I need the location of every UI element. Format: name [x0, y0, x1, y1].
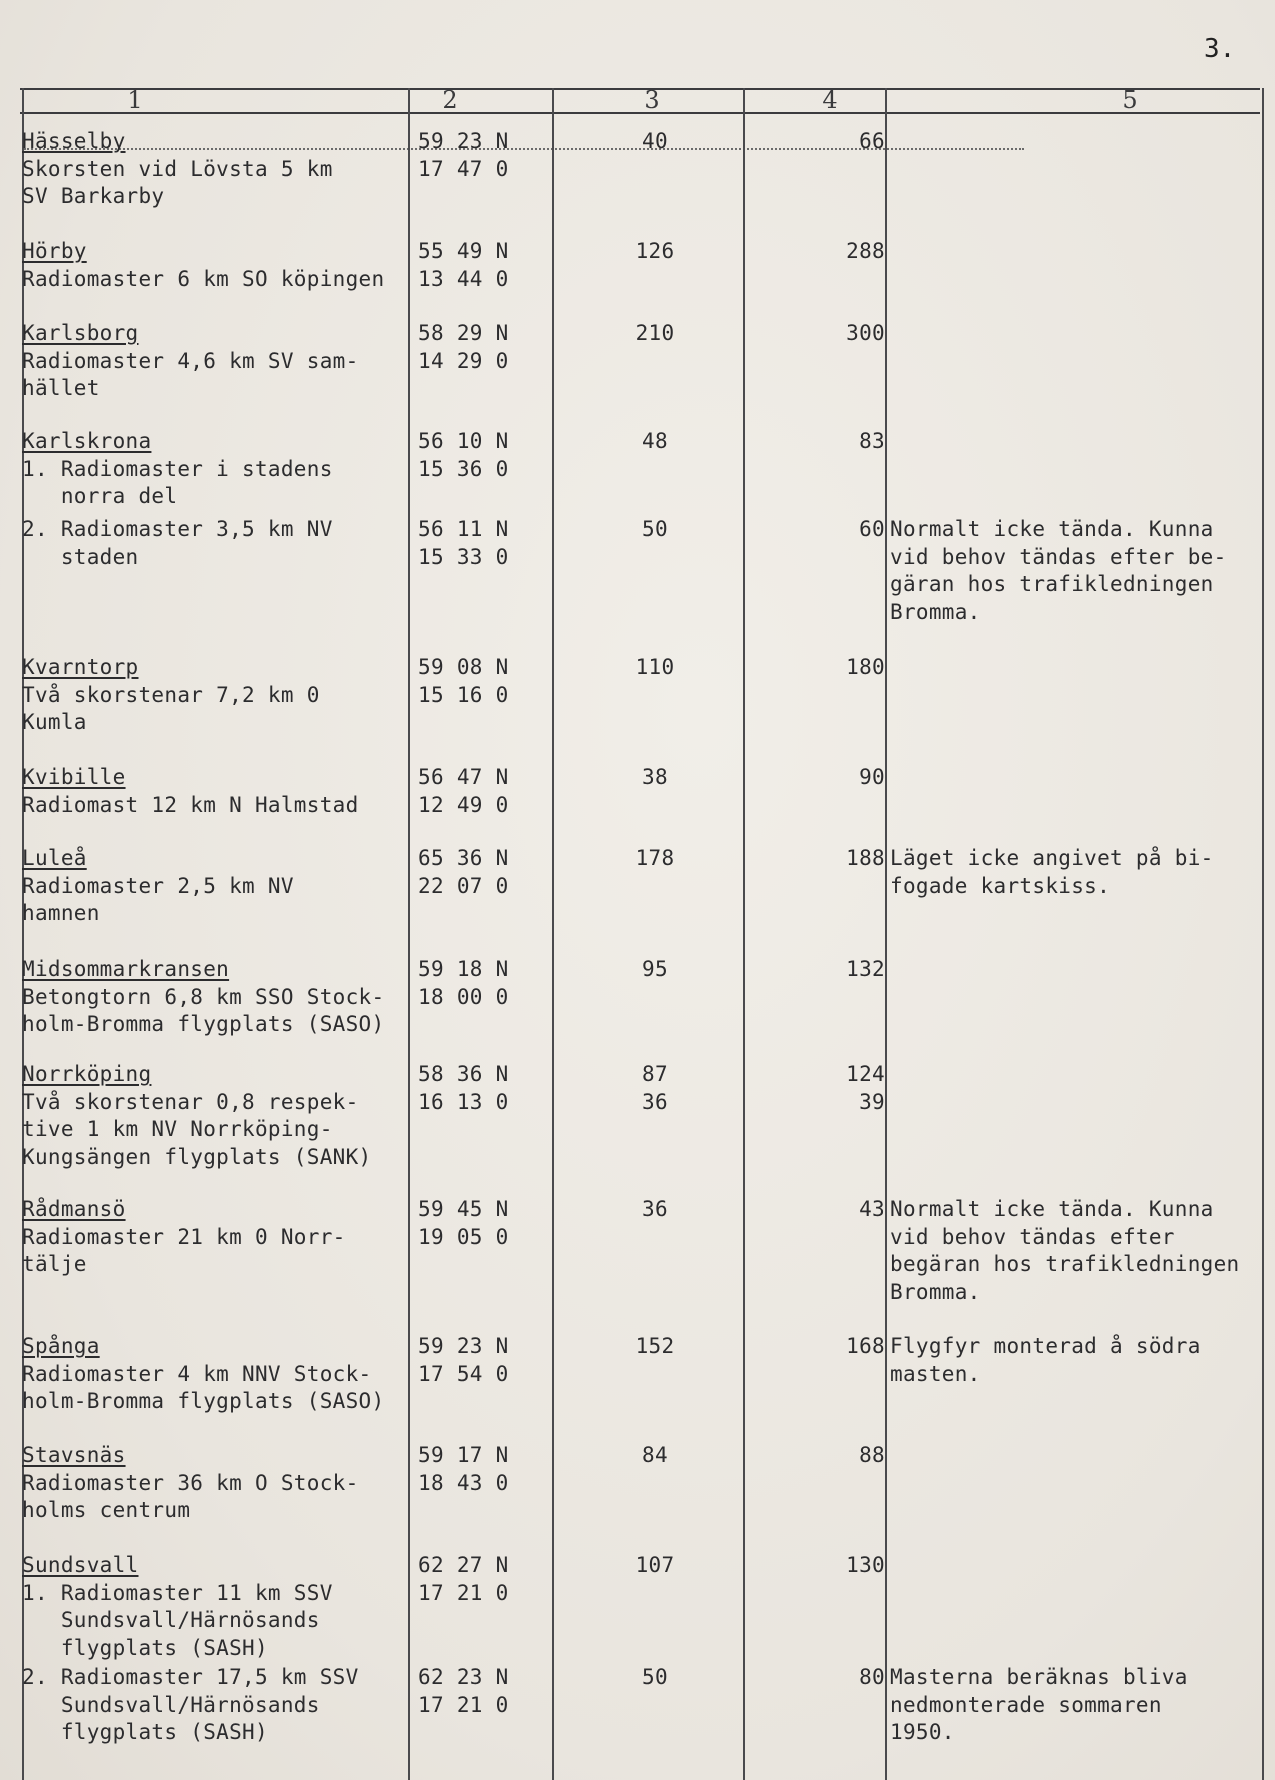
coordinates: [418, 1552, 553, 1607]
obstacle-description: Radiomaster 2,5 km NV: [22, 873, 294, 898]
table-row-location: [22, 1061, 407, 1171]
coordinates-line: 59 08 N: [418, 655, 509, 679]
column-3-value-line: 152: [635, 1334, 675, 1358]
obstacle-description: Kungsängen flygplats (SANK): [22, 1144, 372, 1169]
column-3-value: [560, 1664, 750, 1692]
remark: [890, 1333, 1270, 1388]
column-3-value-line: 110: [635, 655, 675, 679]
remark: [890, 1196, 1270, 1306]
obstacle-description: holm-Bromma flygplats (SASO): [22, 1012, 385, 1036]
column-3-value-line: 36: [642, 1197, 668, 1221]
obstacle-description: flygplats (SASH): [22, 1720, 268, 1744]
coordinates-line: 59 23 N: [418, 1334, 509, 1358]
obstacle-description: Sundsvall/Härnösands: [22, 1608, 320, 1632]
place-name: Kvarntorp: [22, 655, 139, 679]
column-4-value: [745, 428, 885, 456]
column-3-value: [560, 320, 750, 348]
obstacle-description: 2. Radiomaster 3,5 km NV: [22, 517, 333, 541]
column-3-value: [560, 1196, 750, 1224]
obstacle-description: Radiomaster 36 km O Stock-: [22, 1470, 359, 1495]
column-3-value: [560, 1333, 750, 1361]
column-4-value-line: 66: [859, 129, 885, 153]
coordinates-line: 59 45 N: [418, 1197, 509, 1221]
obstacle-description: tälje: [22, 1252, 87, 1276]
column-4-value: [745, 956, 885, 984]
coordinates: [418, 1333, 553, 1388]
table-row-location: [22, 845, 407, 928]
obstacle-description: 1. Radiomaster 11 km SSV: [22, 1580, 333, 1605]
obstacle-description: SV Barkarby: [22, 184, 165, 208]
column-4-value: [745, 845, 885, 873]
column-3-value-line: 48: [642, 429, 668, 453]
column-4-value-line: 60: [859, 517, 885, 541]
obstacle-description: staden: [22, 544, 139, 569]
column-3-value-line: 95: [642, 957, 668, 981]
remark-line: gäran hos trafikledningen: [890, 572, 1214, 596]
remark-line: 1950.: [890, 1720, 955, 1744]
coordinates: [418, 654, 553, 709]
table-row-location: [22, 1552, 407, 1662]
table-row-location: [22, 238, 407, 293]
remark-line: Bromma.: [890, 1279, 981, 1304]
column-3-value: [560, 1061, 750, 1116]
coordinates-line: 17 21 0: [418, 1580, 509, 1605]
coordinates-line: 65 36 N: [418, 846, 509, 870]
column-4-value-line: 188: [846, 846, 885, 870]
place-name: Sundsvall: [22, 1553, 139, 1577]
place-name: Midsommarkransen: [22, 957, 230, 981]
place-name: Rådmansö: [22, 1197, 126, 1221]
table-row-location: [22, 956, 407, 1039]
column-4-value: [745, 238, 885, 266]
column-4-value-line: 88: [859, 1443, 885, 1467]
coordinates-line: 62 27 N: [418, 1553, 509, 1577]
remark-line: Bromma.: [890, 599, 981, 624]
remark-line: fogade kartskiss.: [890, 873, 1111, 898]
remark-line: Flygfyr monterad å södra: [890, 1334, 1201, 1358]
remark-line: vid behov tändas efter be-: [890, 544, 1227, 569]
column-3-value-line: 40: [642, 129, 668, 153]
remark-line: nedmonterade sommaren: [890, 1692, 1162, 1717]
obstacle-description: Två skorstenar 7,2 km 0: [22, 682, 320, 707]
column-header-2: 2: [442, 86, 458, 114]
coordinates: [418, 128, 553, 183]
coordinates: [418, 1196, 553, 1251]
coordinates-line: 56 47 N: [418, 765, 509, 789]
column-4-value-line: 124: [846, 1062, 885, 1086]
column-4-value: [745, 1061, 885, 1116]
column-3-value: [560, 516, 750, 544]
coordinates-line: 59 18 N: [418, 957, 509, 981]
column-divider: [1262, 88, 1264, 1780]
coordinates-line: 55 49 N: [418, 239, 509, 263]
obstacle-description: Radiomaster 4 km NNV Stock-: [22, 1361, 372, 1386]
obstacle-description: tive 1 km NV Norrköping-: [22, 1117, 333, 1141]
coordinates-line: 62 23 N: [418, 1665, 509, 1689]
place-name: Karlsborg: [22, 321, 139, 345]
column-3-value-line: 50: [642, 517, 668, 541]
remark-line: vid behov tändas efter: [890, 1224, 1175, 1249]
column-4-value: [745, 764, 885, 792]
column-4-value: [745, 1664, 885, 1692]
remark: [890, 1664, 1270, 1747]
remark: [890, 516, 1270, 626]
column-3-value: [560, 764, 750, 792]
coordinates-line: 15 36 0: [418, 456, 509, 481]
remark-line: Masterna beräknas bliva: [890, 1665, 1188, 1689]
column-header-5: 5: [1122, 86, 1138, 114]
column-4-value-line: 39: [859, 1089, 885, 1114]
column-3-value-line: 84: [642, 1443, 668, 1467]
coordinates-line: 13 44 0: [418, 266, 509, 291]
column-3-value: [560, 845, 750, 873]
place-name: Norrköping: [22, 1062, 152, 1086]
column-3-value-line: 50: [642, 1665, 668, 1689]
column-4-value-line: 132: [846, 957, 885, 981]
column-3-value-line: 210: [635, 321, 675, 345]
obstacle-description: norra del: [22, 484, 178, 508]
coordinates-line: 17 54 0: [418, 1361, 509, 1386]
page-number: 3.: [1204, 34, 1236, 64]
remark-line: Normalt icke tända. Kunna: [890, 1197, 1214, 1221]
column-3-value: [560, 1442, 750, 1470]
place-name: Kvibille: [22, 765, 126, 789]
column-4-value-line: 288: [846, 239, 885, 263]
obstacle-description: 1. Radiomaster i stadens: [22, 456, 333, 481]
remark-line: Normalt icke tända. Kunna: [890, 517, 1214, 541]
obstacle-description: Skorsten vid Lövsta 5 km: [22, 156, 333, 181]
column-3-value-line: 178: [635, 846, 675, 870]
obstacle-description: Radiomaster 21 km 0 Norr-: [22, 1224, 346, 1249]
column-3-value-line: 107: [635, 1553, 675, 1577]
column-4-value: [745, 128, 885, 156]
column-3-value-line: 36: [642, 1089, 668, 1114]
place-name: Spånga: [22, 1334, 100, 1358]
obstacle-description: holms centrum: [22, 1498, 191, 1522]
place-name: Karlskrona: [22, 429, 152, 453]
coordinates-line: 16 13 0: [418, 1089, 509, 1114]
column-4-value: [745, 320, 885, 348]
obstacle-description: Radiomaster 6 km SO köpingen: [22, 266, 385, 291]
place-name: Stavsnäs: [22, 1443, 126, 1467]
column-4-value: [745, 1196, 885, 1224]
column-header-1: 1: [127, 86, 143, 114]
column-4-value-line: 300: [846, 321, 885, 345]
remark-line: masten.: [890, 1361, 981, 1386]
coordinates-line: 58 36 N: [418, 1062, 509, 1086]
column-3-value: [560, 956, 750, 984]
obstacle-description: flygplats (SASH): [22, 1635, 268, 1660]
table-row-location: [22, 1664, 407, 1747]
coordinates-line: 59 23 N: [418, 129, 509, 153]
obstacle-description: 2. Radiomaster 17,5 km SSV: [22, 1665, 359, 1689]
column-4-value: [745, 1333, 885, 1361]
column-4-value: [745, 1552, 885, 1580]
table-row-location: [22, 1333, 407, 1416]
obstacle-description: Radiomaster 4,6 km SV sam-: [22, 348, 359, 373]
column-3-value-line: 126: [635, 239, 675, 263]
column-divider: [885, 88, 887, 1780]
coordinates: [418, 956, 553, 1011]
table-row-location: [22, 516, 407, 571]
column-4-value: [745, 1442, 885, 1470]
coordinates-line: 19 05 0: [418, 1224, 509, 1249]
coordinates: [418, 320, 553, 375]
coordinates-line: 22 07 0: [418, 873, 509, 898]
column-3-value: [560, 1552, 750, 1580]
coordinates: [418, 238, 553, 293]
place-name: Luleå: [22, 846, 87, 870]
obstacle-description: Kumla: [22, 710, 87, 734]
place-name: Hörby: [22, 239, 87, 263]
obstacle-description: Betongtorn 6,8 km SSO Stock-: [22, 984, 385, 1009]
column-3-value: [560, 428, 750, 456]
table-row-location: [22, 320, 407, 403]
column-4-value-line: 90: [859, 765, 885, 789]
coordinates-line: 12 49 0: [418, 792, 509, 817]
coordinates-line: 14 29 0: [418, 348, 509, 373]
coordinates-line: 58 29 N: [418, 321, 509, 345]
coordinates-line: 17 47 0: [418, 156, 509, 181]
remark-line: begäran hos trafikledningen: [890, 1252, 1240, 1276]
column-4-value-line: 180: [846, 655, 885, 679]
coordinates: [418, 1664, 553, 1719]
coordinates-line: 17 21 0: [418, 1692, 509, 1717]
remark: [890, 845, 1270, 900]
table-row-location: [22, 128, 407, 211]
column-3-value-line: 38: [642, 765, 668, 789]
coordinates: [418, 764, 553, 819]
coordinates: [418, 516, 553, 571]
obstacle-description: Radiomast 12 km N Halmstad: [22, 792, 359, 817]
table-row-location: [22, 654, 407, 737]
table-row-location: [22, 1442, 407, 1525]
column-3-value: [560, 128, 750, 156]
coordinates: [418, 1442, 553, 1497]
remark-line: Läget icke angivet på bi-: [890, 846, 1214, 870]
column-3-value-line: 87: [642, 1062, 668, 1086]
coordinates: [418, 428, 553, 483]
column-4-value-line: 168: [846, 1334, 885, 1358]
coordinates-line: 18 43 0: [418, 1470, 509, 1495]
table-row-location: [22, 1196, 407, 1279]
column-4-value-line: 80: [859, 1665, 885, 1689]
obstacle-description: hamnen: [22, 901, 100, 925]
column-3-value: [560, 654, 750, 682]
column-4-value: [745, 654, 885, 682]
place-name: Hässelby: [22, 129, 126, 153]
coordinates-line: 15 33 0: [418, 544, 509, 569]
coordinates: [418, 845, 553, 900]
obstacle-description: holm-Bromma flygplats (SASO): [22, 1389, 385, 1413]
coordinates: [418, 1061, 553, 1116]
column-4-value-line: 130: [846, 1553, 885, 1577]
table-row-location: [22, 764, 407, 819]
obstacle-description: Två skorstenar 0,8 respek-: [22, 1089, 359, 1114]
column-header-3: 3: [644, 86, 660, 114]
coordinates-line: 56 11 N: [418, 517, 509, 541]
column-header-4: 4: [822, 86, 838, 114]
coordinates-line: 15 16 0: [418, 682, 509, 707]
coordinates-line: 18 00 0: [418, 984, 509, 1009]
obstacle-description: hället: [22, 376, 100, 400]
column-3-value: [560, 238, 750, 266]
column-4-value: [745, 516, 885, 544]
obstacle-description: Sundsvall/Härnösands: [22, 1692, 320, 1717]
table-row-location: [22, 428, 407, 511]
coordinates-line: 56 10 N: [418, 429, 509, 453]
column-4-value-line: 83: [859, 429, 885, 453]
coordinates-line: 59 17 N: [418, 1443, 509, 1467]
column-4-value-line: 43: [859, 1197, 885, 1221]
column-divider: [408, 88, 410, 1780]
